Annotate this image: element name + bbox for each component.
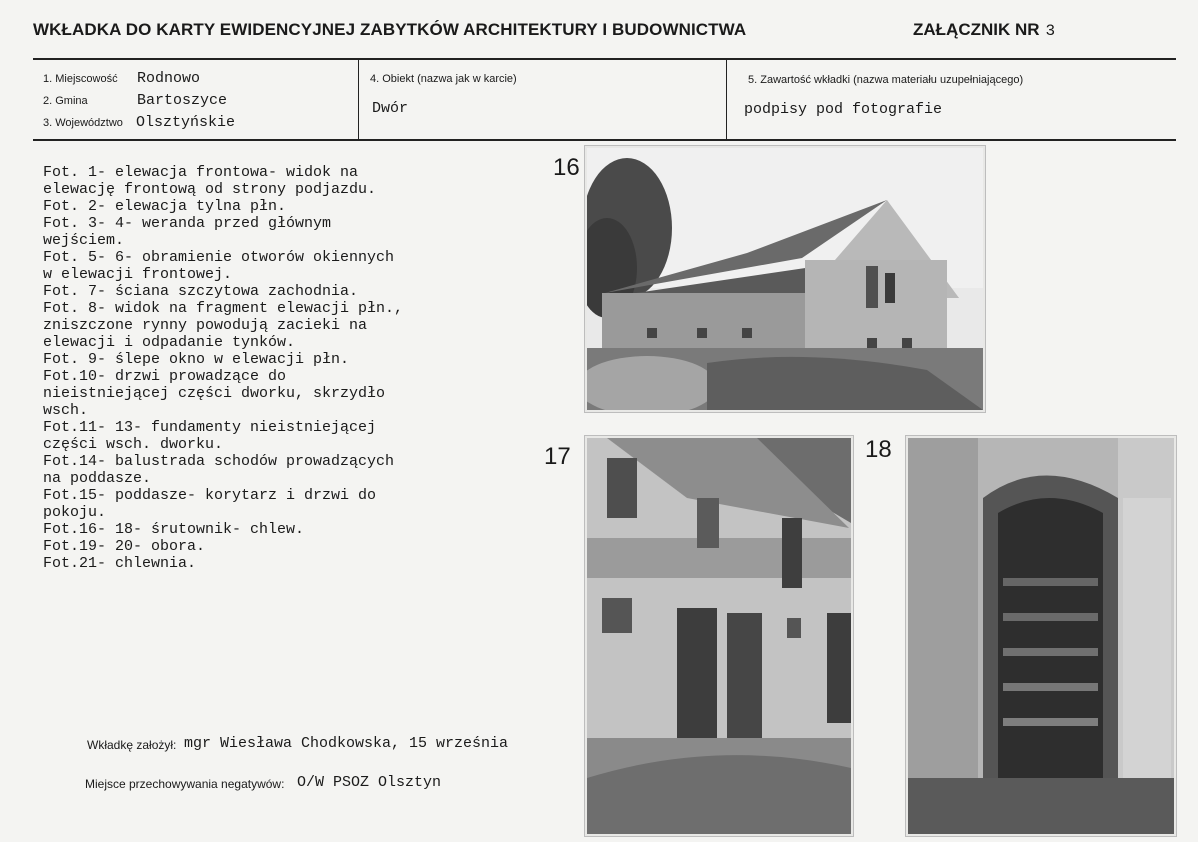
column-divider-2 <box>726 60 727 139</box>
negatives-storage-label: Miejsce przechowywania negatywów: <box>85 777 285 791</box>
header-rule-top <box>33 58 1176 60</box>
facade-doors-image <box>587 438 851 834</box>
voivodeship-label: 3. Województwo <box>43 117 123 129</box>
commune-label: 2. Gmina <box>43 95 88 107</box>
object-value: Dwór <box>372 100 409 117</box>
caption-line: Fot. 9- ślepe okno w elewacji płn. <box>43 351 350 368</box>
caption-line: nieistniejącej części dworku, skrzydło <box>43 385 386 402</box>
header-rule-bottom <box>33 139 1176 141</box>
photo-captions-list <box>43 164 403 572</box>
form-title: WKŁADKA DO KARTY EWIDENCYJNEJ ZABYTKÓW ARCHITEKTURY I BUDOWNICTWA <box>33 20 747 39</box>
place-value: Rodnowo <box>137 70 201 87</box>
caption-line: Fot.15- poddasze- korytarz i drzwi do <box>43 487 377 504</box>
photo-barn-exterior <box>585 146 985 412</box>
caption-line: części wsch. dworku. <box>43 436 224 453</box>
caption-line: w elewacji frontowej. <box>43 266 233 283</box>
caption-line: Fot.11- 13- fundamenty nieistniejącej <box>43 419 377 436</box>
caption-line: na poddasze. <box>43 470 152 487</box>
object-label: 4. Obiekt (nazwa jak w karcie) <box>370 73 517 85</box>
commune-value: Bartoszyce <box>137 92 228 109</box>
caption-line: Fot. 7- ściana szczytowa zachodnia. <box>43 283 359 300</box>
photo-facade-doors <box>585 436 853 836</box>
photo-number-16: 16 <box>553 154 580 181</box>
caption-line: elewacji i odpadanie tynków. <box>43 334 296 351</box>
negatives-storage-value: O/W PSOZ Olsztyn <box>297 774 442 791</box>
author-value: mgr Wiesława Chodkowska, 15 września <box>184 735 509 752</box>
caption-line: Fot.14- balustrada schodów prowadzących <box>43 453 395 470</box>
place-label: 1. Miejscowość <box>43 73 118 85</box>
caption-line: wejściem. <box>43 232 125 249</box>
caption-line: Fot. 3- 4- weranda przed głównym <box>43 215 332 232</box>
caption-line: Fot.10- drzwi prowadzące do <box>43 368 287 385</box>
caption-line: Fot.21- chlewnia. <box>43 555 197 572</box>
caption-line: wsch. <box>43 402 89 419</box>
column-divider-1 <box>358 60 359 139</box>
photo-number-18: 18 <box>865 436 892 463</box>
voivodeship-value: Olsztyńskie <box>136 114 236 131</box>
caption-line: Fot.16- 18- śrutownik- chlew. <box>43 521 305 538</box>
content-value: podpisy pod fotografie <box>744 101 943 118</box>
annex-label <box>913 20 1055 40</box>
caption-line: Fot. 1- elewacja frontowa- widok na <box>43 164 359 181</box>
annex-label-text: ZAŁĄCZNIK NR <box>913 20 1040 39</box>
content-label: 5. Zawartość wkładki (nazwa materiału uzupełniającego) <box>748 74 1024 86</box>
doorway-stairs-image <box>908 438 1174 834</box>
caption-line: Fot. 5- 6- obramienie otworów okiennych <box>43 249 395 266</box>
caption-line: elewację frontową od strony podjazdu. <box>43 181 377 198</box>
caption-line: Fot.19- 20- obora. <box>43 538 206 555</box>
caption-line: zniszczone rynny powodują zacieki na <box>43 317 368 334</box>
caption-line: Fot. 8- widok na fragment elewacji płn., <box>43 300 404 317</box>
caption-line: Fot. 2- elewacja tylna płn. <box>43 198 287 215</box>
barn-exterior-image <box>587 148 983 410</box>
annex-number: 3 <box>1045 22 1056 40</box>
author-label: Wkładkę założył: <box>87 738 177 752</box>
photo-number-17: 17 <box>544 443 571 470</box>
caption-line: pokoju. <box>43 504 107 521</box>
photo-doorway-stairs <box>906 436 1176 836</box>
